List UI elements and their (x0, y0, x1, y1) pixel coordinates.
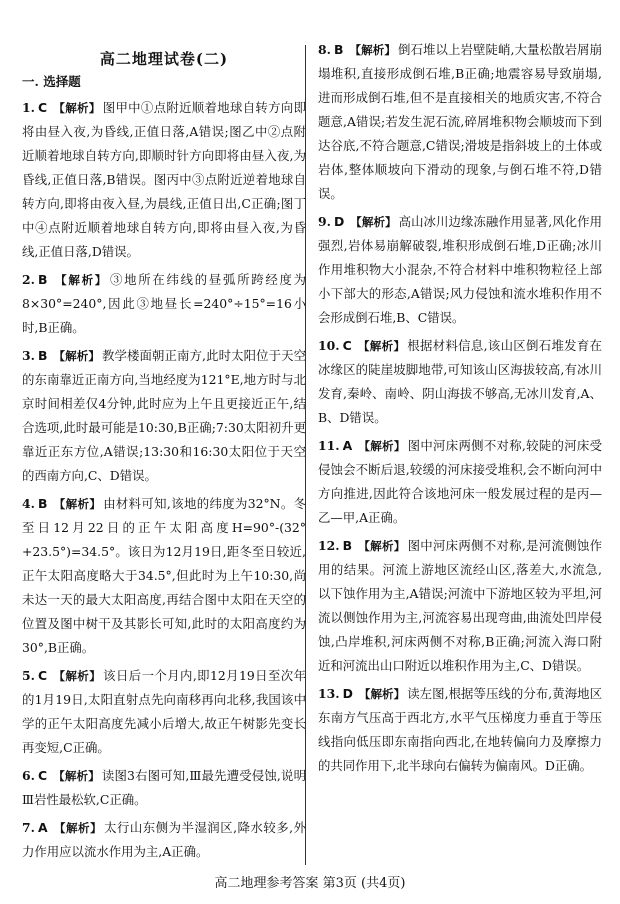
analysis-tag: 【解析】 (357, 339, 406, 353)
analysis-tag: 【解析】 (358, 687, 406, 701)
question-number: 1. (22, 100, 35, 115)
answer-letter: B (37, 348, 48, 363)
answer-letter: C (342, 338, 352, 353)
explanation-text: 图中河床两侧不对称,是河流侧蚀作用的结果。河流上游地区流经山区,落差大,水流急,以下蚀作用为主,A错误;河流中下游地区较为平坦,河流以侧蚀作用为主,河流容易出现弯曲,曲流处凹岸侵蚀,凸岸堆积,河床两侧不对称,B正确;河流入海口附近和河流出山口附近以堆积作用为主,C、D错误。 (318, 538, 602, 673)
answer-letter: B (333, 42, 344, 57)
answer-letter: A (342, 438, 353, 453)
answer-item (22, 664, 306, 760)
column-divider (305, 45, 306, 865)
explanation-text: 由材料可知,该地的纬度为32°N。冬至日12月22日的正午太阳高度H=90°-(32°+23.5°)=34.5°。该日为12月19日,距冬至日较近,正午太阳高度略大于34.5°,但此时为上午10:30,尚未达一天的最大太阳高度,再结合图中太阳在天空的位置及图中树干及其影长可知,此时的太阳高度约为30°,B正确。 (22, 496, 307, 655)
analysis-tag: 【解析】 (53, 349, 100, 363)
answer-item (318, 434, 602, 530)
explanation-text: 该日后一个月内,即12月19日至次年的1月19日,太阳直射点先向南移再向北移,我国该中学的正午太阳高度先减小后增大,故正午树影先变长再变短,C正确。 (22, 668, 306, 755)
question-number: 13. (318, 686, 340, 701)
question-number: 2. (22, 272, 35, 287)
analysis-tag: 【解析】 (53, 669, 102, 683)
answer-item (318, 210, 602, 330)
left-answer-list (22, 96, 306, 868)
analysis-tag: 【解析】 (358, 539, 406, 553)
answer-item (318, 38, 602, 206)
page-footer: 高二地理参考答案 第3页 (共4页) (214, 876, 406, 891)
question-number: 8. (318, 42, 331, 57)
explanation-text: 倒石堆以上岩壁陡峭,大量松散岩屑崩塌堆积,直接形成倒石堆,B正确;地震容易导致崩塌,进而形成倒石堆,但不是直接相关的地质灾害,不符合题意,A错误;若发生泥石流,碎屑堆积物会顺坡而下到达谷底,不符合题意,C错误;滑坡是指斜坡上的土体或岩体,整体顺坡向下滑动的现象,与倒石堆不符,D错误。 (318, 42, 602, 201)
answer-letter: C (37, 768, 48, 783)
explanation-text: 太行山东侧为半湿润区,降水较多,外力作用应以流水作用为主,A正确。 (22, 820, 306, 859)
analysis-tag: 【解析】 (350, 215, 397, 229)
analysis-tag: 【解析】 (53, 273, 109, 287)
answer-item (22, 268, 306, 340)
question-number: 7. (22, 820, 35, 835)
answer-item (22, 344, 306, 488)
explanation-text: 教学楼面朝正南方,此时太阳位于天空的东南靠近正南方向,当地经度为121°E,地方时与北京时间相差仅4分钟,此时应为上午且更接近正午,结合选项,此时最可能是10:30,B正确;7:30太阳初升更靠近正东方位,A错误;13:30和16:30太阳位于天空的西南方向,C、D错误。 (22, 348, 306, 483)
explanation-text: 高山冰川边缘冻融作用显著,风化作用强烈,岩体易崩解破裂,堆积形成倒石堆,D正确;冰川作用堆积物大小混杂,不符合材料中堆积物粒径上部小下部大的形态,A错误;风力侵蚀和流水堆积作用不会形成倒石堆,B、C错误。 (318, 214, 602, 325)
answer-letter: B (37, 496, 48, 511)
page-title: 高二地理试卷(二) (99, 50, 229, 68)
analysis-tag: 【解析】 (53, 769, 100, 783)
answer-letter: D (333, 214, 345, 229)
explanation-text: 读左图,根据等压线的分布,黄海地区东南方气压高于西北方,水平气压梯度力垂直于等压线指向低压即东南指向西北,在地转偏向力及摩擦力的共同作用下,北半球向右偏转为偏南风。D正确。 (318, 686, 602, 773)
question-number: 4. (22, 496, 35, 511)
explanation-text: 读图3右图可知,Ⅲ最先遭受侵蚀,说明Ⅲ岩性最松软,C正确。 (22, 768, 306, 807)
answer-item (22, 816, 306, 864)
explanation-text: 图甲中①点附近顺着地球自转方向即将由昼入夜,为昏线,正值日落,A错误;图乙中②点附近顺着地球自转方向,即顺时针方向即将由昼入夜,为昏线,正值日落,B错误。图丙中③点附近逆着地球自转方向,即将由夜入昼,为晨线,正值日出,C正确;图丁中④点附近顺着地球自转方向,即将由昼入夜,为昏线,正值日落,D错误。 (22, 100, 307, 259)
analysis-tag: 【解析】 (53, 101, 101, 115)
question-number: 6. (22, 768, 35, 783)
question-number: 5. (22, 668, 35, 683)
answer-letter: D (342, 686, 353, 701)
analysis-tag: 【解析】 (358, 439, 406, 453)
answer-item (318, 534, 602, 678)
question-number: 3. (22, 348, 35, 363)
explanation-text: 根据材料信息,该山区倒石堆发育在冰缘区的陡崖坡脚地带,可知该山区海拔较高,有冰川发育,秦岭、南岭、阴山海拔不够高,无冰川发育,A、B、D错误。 (318, 338, 602, 425)
answer-item (22, 96, 306, 264)
question-number: 12. (318, 538, 340, 553)
question-number: 11. (318, 438, 340, 453)
answer-letter: A (37, 820, 48, 835)
right-answer-list (318, 38, 602, 782)
answer-item (318, 334, 602, 430)
answer-item (22, 764, 306, 812)
section-heading: 一. 选择题 (22, 74, 81, 89)
analysis-tag: 【解析】 (53, 497, 102, 511)
explanation-text: ③地所在纬线的昼弧所跨经度为8×30°=240°,因此③地昼长=240°÷15°=16小时,B正确。 (22, 272, 307, 335)
answer-letter: B (342, 538, 353, 553)
answer-item (318, 682, 602, 778)
answer-letter: C (37, 100, 48, 115)
answer-letter: B (37, 272, 48, 287)
analysis-tag: 【解析】 (53, 821, 103, 835)
explanation-text: 图中河床两侧不对称,较陡的河床受侵蚀会不断后退,较缓的河床接受堆积,会不断向河中方向推进,因此符合该地河床一般发展过程的是丙—乙—甲,A正确。 (318, 438, 602, 525)
answer-item (22, 492, 306, 660)
answer-letter: C (37, 668, 48, 683)
question-number: 9. (318, 214, 331, 229)
question-number: 10. (318, 338, 340, 353)
analysis-tag: 【解析】 (349, 43, 396, 57)
